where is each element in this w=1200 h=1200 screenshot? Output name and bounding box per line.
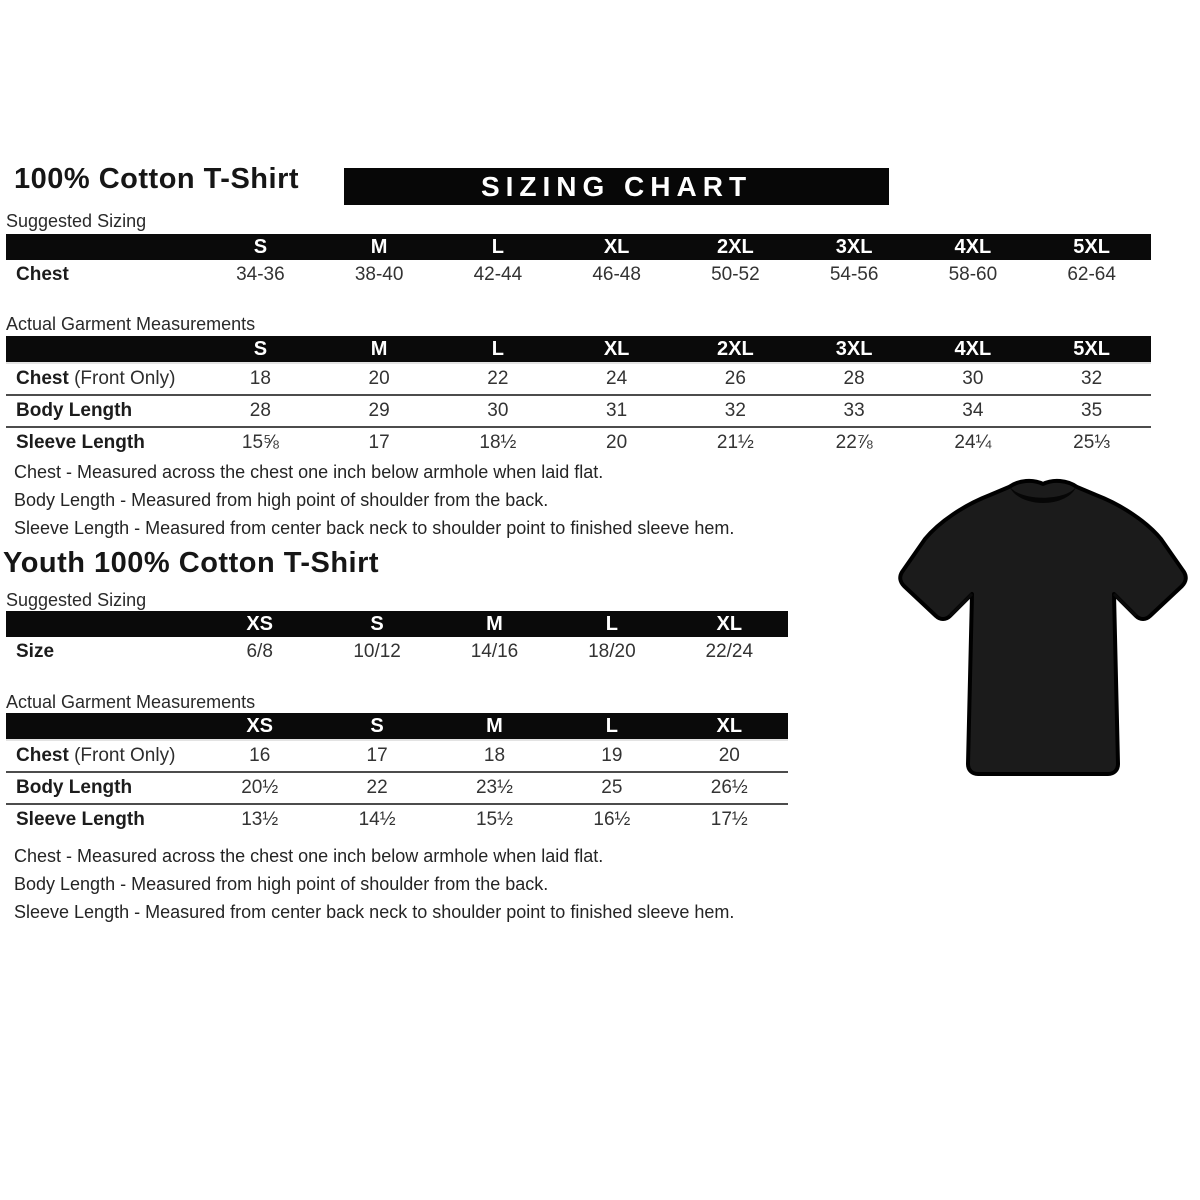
size-column-header: S (318, 611, 435, 637)
adult-actual-measurements-table (6, 336, 1151, 458)
page-title: 100% Cotton T-Shirt (14, 163, 300, 195)
youth-suggested-sizing-label: Suggested Sizing (6, 590, 147, 610)
measurement-cell: 25⅓ (1073, 432, 1111, 453)
measurement-cell: 14½ (358, 809, 396, 830)
row-label: Body Length (16, 777, 133, 798)
measurement-cell: 30 (962, 368, 984, 389)
size-column-header: XL (557, 336, 676, 363)
size-column-header: 4XL (914, 336, 1033, 363)
measurement-cell: 15⅝ (241, 432, 279, 453)
measurement-cell: 28 (843, 368, 865, 389)
size-column-header: XL (671, 713, 788, 740)
measurement-cell: 22 (487, 368, 509, 389)
measurement-row (6, 260, 1151, 290)
measurement-row (6, 772, 788, 804)
measurement-cell: 34-36 (236, 264, 285, 285)
measurement-row (6, 637, 788, 667)
measurement-cell: 24¼ (954, 432, 992, 453)
header-corner-cell (6, 234, 201, 260)
black-tshirt-image (893, 472, 1193, 804)
measurement-cell: 16½ (593, 809, 631, 830)
adult-suggested-sizing-table (6, 234, 1151, 290)
row-label: Chest (16, 264, 69, 285)
measurement-cell: 20 (718, 745, 740, 766)
row-label: Chest (Front Only) (16, 368, 176, 389)
measurement-cell: 26½ (710, 777, 748, 798)
size-column-header: S (201, 336, 320, 363)
size-column-header: S (318, 713, 435, 740)
measurement-note: Body Length - Measured from high point of shoulder from the back. (14, 490, 549, 510)
measurement-cell: 29 (368, 400, 390, 421)
measurement-note: Sleeve Length - Measured from center back neck to shoulder point to finished sleeve hem. (14, 518, 735, 538)
size-column-header: XL (671, 611, 788, 637)
measurement-note: Body Length - Measured from high point of shoulder from the back. (14, 874, 549, 894)
size-column-header: 5XL (1032, 336, 1151, 363)
size-column-header: 3XL (795, 234, 914, 260)
size-column-header: S (201, 234, 320, 260)
row-label: Sleeve Length (16, 809, 145, 830)
measurement-cell: 15½ (475, 809, 513, 830)
measurement-cell: 42-44 (473, 264, 523, 285)
measurement-cell: 38-40 (354, 264, 404, 285)
measurement-cell: 23½ (475, 777, 513, 798)
measurement-cell: 16 (249, 745, 271, 766)
row-label: Size (16, 641, 55, 662)
measurement-cell: 22 (366, 777, 388, 798)
adult-actual-measurements-label: Actual Garment Measurements (6, 314, 256, 334)
measurement-cell: 10/12 (353, 641, 401, 662)
size-column-header: 4XL (914, 234, 1033, 260)
size-column-header: M (436, 713, 553, 740)
measurement-row (6, 363, 1151, 395)
measurement-cell: 25 (601, 777, 623, 798)
header-corner-cell (6, 713, 201, 740)
measurement-cell: 20 (606, 432, 628, 453)
youth-actual-measurements-label: Actual Garment Measurements (6, 692, 256, 712)
measurement-cell: 14/16 (470, 641, 519, 662)
youth-actual-measurements-table (6, 713, 788, 835)
measurement-cell: 19 (601, 745, 623, 766)
measurement-cell: 50-52 (711, 264, 760, 285)
measurement-row (6, 740, 788, 772)
measurement-cell: 30 (487, 400, 509, 421)
adult-measurement-notes (14, 458, 734, 542)
header-corner-cell (6, 611, 201, 637)
measurement-cell: 18 (483, 745, 506, 766)
measurement-cell: 34 (962, 400, 984, 421)
measurement-cell: 22/24 (705, 641, 754, 662)
measurement-cell: 33 (843, 400, 865, 421)
measurement-cell: 58-60 (948, 264, 998, 285)
measurement-cell: 20 (368, 368, 390, 389)
size-column-header: XS (201, 713, 318, 740)
size-column-header: M (320, 234, 439, 260)
measurement-cell: 22⅞ (835, 432, 873, 453)
measurement-cell: 17 (366, 745, 388, 766)
size-column-header: XL (557, 234, 676, 260)
measurement-row (6, 804, 788, 835)
size-column-header: L (553, 611, 670, 637)
measurement-cell: 54-56 (829, 264, 879, 285)
measurement-cell: 32 (1081, 368, 1103, 389)
youth-suggested-sizing-table (6, 611, 788, 667)
measurement-cell: 6/8 (246, 641, 273, 662)
size-column-header: XS (201, 611, 318, 637)
size-column-header: L (439, 234, 558, 260)
size-column-header: L (553, 713, 670, 740)
row-label: Sleeve Length (16, 432, 145, 453)
adult-suggested-sizing-label: Suggested Sizing (6, 211, 147, 231)
measurement-row (6, 395, 1151, 427)
header-row (6, 611, 788, 637)
measurement-cell: 18½ (479, 432, 517, 453)
size-column-header: 2XL (676, 234, 795, 260)
header-row (6, 234, 1151, 260)
header-corner-cell (6, 336, 201, 363)
measurement-cell: 31 (606, 400, 628, 421)
measurement-note: Sleeve Length - Measured from center back neck to shoulder point to finished sleeve hem. (14, 902, 735, 922)
row-label: Body Length (16, 400, 133, 421)
tshirt-body-shape (900, 481, 1185, 774)
measurement-cell: 18/20 (588, 641, 636, 662)
measurement-cell: 17 (368, 432, 390, 453)
measurement-cell: 13½ (241, 809, 279, 830)
size-column-header: L (439, 336, 558, 363)
size-column-header: 5XL (1032, 234, 1151, 260)
measurement-note: Chest - Measured across the chest one inch below armhole when laid flat. (14, 462, 604, 482)
measurement-note: Chest - Measured across the chest one inch below armhole when laid flat. (14, 846, 604, 866)
size-column-header: 2XL (676, 336, 795, 363)
measurement-cell: 20½ (241, 777, 279, 798)
header-row (6, 336, 1151, 363)
size-column-header: 3XL (795, 336, 914, 363)
measurement-cell: 32 (724, 400, 746, 421)
size-column-header: M (320, 336, 439, 363)
measurement-cell: 35 (1081, 400, 1103, 421)
measurement-cell: 21½ (716, 432, 754, 453)
tshirt-photo (893, 472, 1193, 804)
measurement-cell: 26 (724, 368, 746, 389)
sizing-chart-banner: SIZING CHART (344, 168, 889, 205)
measurement-cell: 18 (249, 368, 271, 389)
measurement-cell: 17½ (710, 809, 748, 830)
measurement-row (6, 427, 1151, 458)
youth-section-title: Youth 100% Cotton T-Shirt (3, 547, 380, 579)
size-column-header: M (436, 611, 553, 637)
measurement-cell: 28 (249, 400, 271, 421)
measurement-cell: 46-48 (592, 264, 641, 285)
youth-measurement-notes (14, 842, 734, 926)
measurement-cell: 24 (606, 368, 628, 389)
header-row (6, 713, 788, 740)
measurement-cell: 62-64 (1067, 264, 1116, 285)
row-label: Chest (Front Only) (16, 745, 176, 766)
